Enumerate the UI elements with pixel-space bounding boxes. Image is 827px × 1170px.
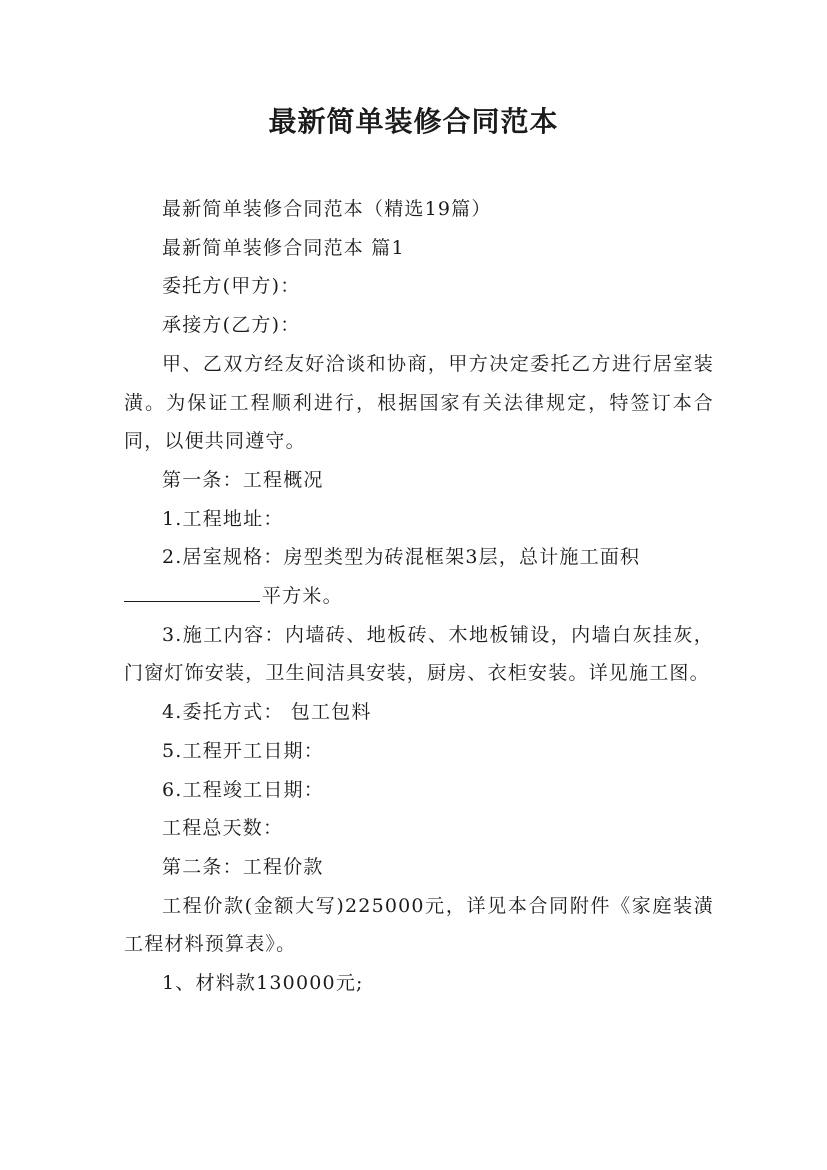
paragraph-room-spec: 2.居室规格：房型类型为砖混框架3层，总计施工面积 bbox=[162, 546, 641, 569]
paragraph-commission-method: 4.委托方式： 包工包料 bbox=[162, 701, 372, 724]
paragraph-completion-date: 6.工程竣工日期： bbox=[162, 778, 324, 801]
paragraph-project-price: 工程价款(金额大写)225000元，详见本合同附件《家庭装潢工程材料预算表》。 bbox=[124, 894, 714, 956]
document-title: 最新简单装修合同范本 bbox=[268, 105, 559, 138]
paragraph-section-heading: 最新简单装修合同范本 篇1 bbox=[162, 236, 405, 259]
paragraph-party-b: 承接方(乙方)： bbox=[162, 314, 301, 337]
paragraph-project-address: 1.工程地址： bbox=[162, 507, 284, 530]
paragraph-article-1-heading: 第一条：工程概况 bbox=[162, 468, 324, 491]
paragraph-subtitle: 最新简单装修合同范本（精选19篇） bbox=[162, 198, 492, 220]
paragraph-party-a: 委托方(甲方)： bbox=[162, 275, 301, 298]
paragraph-total-days: 工程总天数： bbox=[162, 817, 284, 840]
area-unit-text: 平方米。 bbox=[262, 585, 343, 608]
paragraph-construction-content: 3.施工内容：内墙砖、地板砖、木地板铺设，内墙白灰挂灰，门窗灯饰安装，卫生间洁具安装，厨房、衣柜安装。详见施工图。 bbox=[124, 623, 714, 685]
document-body bbox=[124, 190, 714, 1003]
paragraph-area-line bbox=[124, 577, 714, 616]
paragraph-preamble: 甲、乙双方经友好洽谈和协商，甲方决定委托乙方进行居室装潢。为保证工程顺利进行，根据国家有关法律规定，特签订本合同，以便共同遵守。 bbox=[124, 352, 714, 453]
paragraph-material-cost: 1、材料款130000元; bbox=[162, 972, 364, 995]
paragraph-start-date: 5.工程开工日期： bbox=[162, 739, 324, 762]
area-blank-underline bbox=[124, 579, 260, 602]
paragraph-article-2-heading: 第二条：工程价款 bbox=[162, 855, 324, 878]
